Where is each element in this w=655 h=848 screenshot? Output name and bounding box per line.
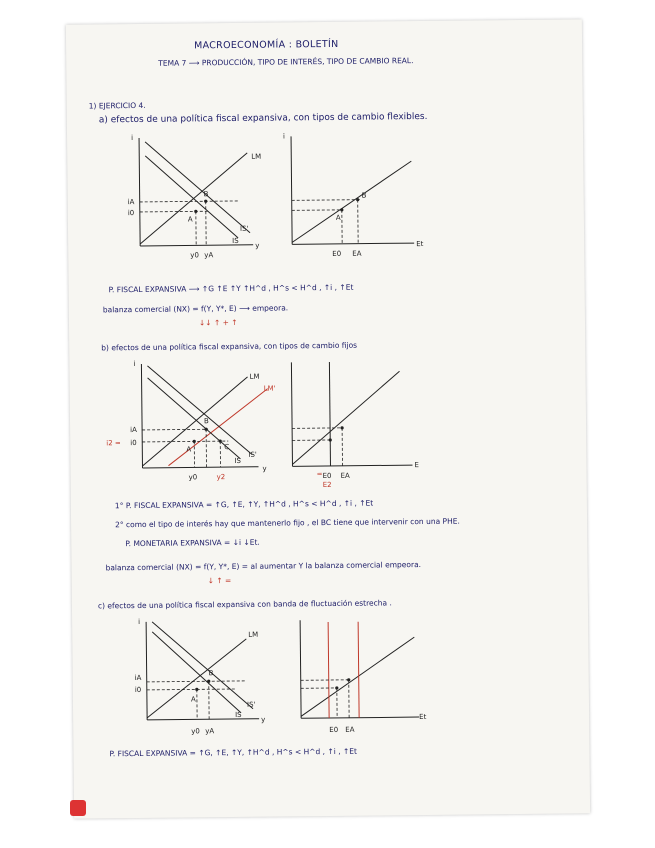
eq-label-b: =: [316, 470, 323, 479]
section-b-line3: P. MONETARIA EXPANSIVA = ↓i ↓Et.: [125, 537, 260, 549]
ea-label-c: EA: [345, 725, 355, 734]
section-b-graph-exchange: [281, 357, 432, 494]
ia-label-c: iA: [134, 673, 142, 683]
i0-label: i0: [127, 209, 135, 218]
lm-label-c: LM: [248, 630, 259, 639]
section-c-heading: c) efectos de una política fiscal expansiva con banda de fluctuación estrecha .: [97, 598, 392, 611]
y0-label-c: y0: [191, 727, 200, 736]
point-a-label-b: A: [186, 445, 192, 454]
section-c-graph-islm: [134, 616, 285, 748]
axis-et-label: Et: [416, 239, 424, 249]
is1-label-c: IS': [246, 700, 256, 709]
axis-y-label-c: y: [261, 715, 266, 724]
section-b-line4: balanza comercial (NX) = f(Y, Y*, E) = al aumentar Y la balanza comercial empeora.: [105, 560, 422, 573]
point-b-label-c: B: [208, 669, 214, 678]
point-b-label-2: B: [361, 191, 367, 200]
axis-e-label-b: E: [414, 461, 419, 470]
section-b-graph-islm: [106, 359, 278, 496]
section-b-heading: b) efectos de una política fiscal expansiva, con tipos de cambio fijos: [101, 340, 358, 353]
section-b-line1: 1° P. FISCAL EXPANSIVA = ↑G, ↑E, ↑Y, ↑H^d , H^s < H^d , ↑i , ↑Et: [114, 498, 374, 511]
notebook-page: [66, 19, 590, 818]
lm-label: LM: [251, 152, 262, 161]
section-a-line1: P. FISCAL EXPANSIVA ⟶ ↑G ↑E ↑Y ↑H^d , H^s < H^d , ↑i , ↑Et: [108, 282, 354, 295]
y2-label-b: y2: [216, 473, 226, 482]
page-title: MACROECONOMÍA : BOLETÍN: [194, 38, 339, 52]
lm1-label-b: LM': [263, 384, 276, 393]
lm-label-b: LM: [249, 372, 260, 381]
y0-label-b: y0: [188, 473, 198, 482]
ia-label: iA: [127, 198, 135, 207]
is-label: IS: [232, 236, 239, 245]
ea-label: EA: [352, 249, 362, 258]
point-a-label: A: [187, 215, 193, 224]
section-b-line2: 2° como el tipo de interés hay que mantenerlo fijo , el BC tiene que intervenir con una PHE.: [115, 516, 460, 530]
section-a-marks: ↓↓ ↑ + ↑: [198, 317, 238, 328]
is-label-b: IS: [234, 456, 241, 465]
ya-label: yA: [204, 251, 214, 260]
section-a-graph-exchange: [281, 131, 432, 268]
axis-i-label-c: i: [138, 617, 141, 626]
i0-label-c: i0: [134, 685, 142, 695]
axis-y-label: y: [255, 241, 260, 250]
ya-label-c: yA: [205, 727, 215, 736]
e2-label-b: E2: [322, 480, 332, 490]
is1-label-b: IS': [248, 450, 257, 459]
section-a-heading: a) efectos de una política fiscal expansiva, con tipos de cambio flexibles.: [98, 111, 428, 126]
axis-i-label-b: i: [133, 360, 136, 369]
e0-label-b: E0: [322, 471, 332, 481]
axis-i-label-2: i: [282, 132, 286, 141]
is1-label: IS': [239, 224, 249, 233]
axis-i-label: i: [131, 134, 134, 143]
ia-label-b: iA: [130, 426, 137, 435]
point-a-label-c: A: [190, 695, 196, 704]
e0-label: E0: [332, 249, 342, 258]
point-b-label: B: [203, 190, 209, 199]
section-a-graph-islm: [127, 133, 268, 269]
axis-y-label-b: y: [262, 464, 267, 473]
section-c-line1: P. FISCAL EXPANSIVA = ↑G, ↑E, ↑Y, ↑H^d , H^s < H^d , ↑i , ↑Et: [109, 746, 357, 759]
e0-label-c: E0: [329, 725, 339, 735]
ea-label-b: EA: [340, 471, 350, 480]
point-a-label-2: A: [335, 213, 341, 222]
point-c-label-b: C: [224, 443, 230, 452]
section-c-graph-exchange: [290, 615, 441, 747]
section-a-line2: balanza comercial (NX) = f(Y, Y*, E) ⟶ empeora.: [102, 303, 289, 315]
exercise-label: 1) EJERCICIO 4.: [88, 100, 146, 111]
topic-line: TEMA 7 ⟶ PRODUCCIÓN, TIPO DE INTERÉS, TIPO DE CAMBIO REAL.: [158, 56, 414, 68]
axis-et-label-c: Et: [419, 712, 427, 722]
notebook-corner-mark: [70, 800, 86, 816]
section-b-marks: ↓ ↑ =: [207, 576, 232, 586]
i2-label-b: i2 =: [106, 439, 121, 448]
point-b-label-b: B: [203, 417, 209, 426]
i0-label-b: i0: [130, 439, 137, 448]
is-label-c: IS: [235, 710, 242, 719]
y0-label: y0: [190, 251, 199, 260]
